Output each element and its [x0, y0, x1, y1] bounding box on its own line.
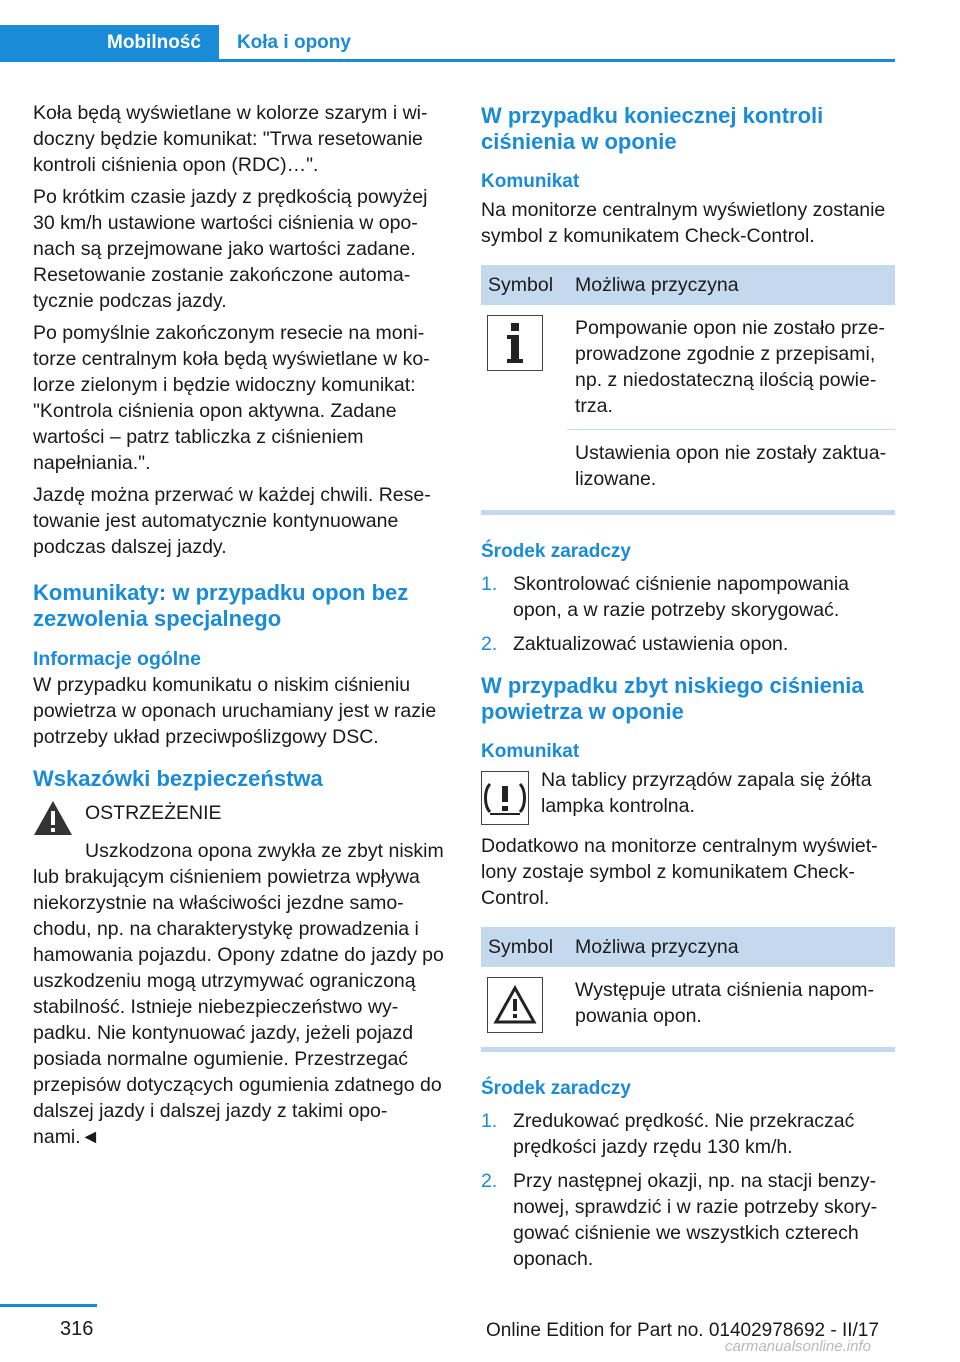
info-icon	[487, 315, 543, 371]
page-number: 316	[60, 1318, 94, 1340]
cause-cell: Występuje utrata ciśnienia napom-powania opon.	[575, 979, 874, 1027]
paragraph-reset-drive: Po krótkim czasie jazdy z prędkością powyżej 30 km/h ustawione wartości ciśnienia w opo-nach są przejmowane jako wartości zadane. Resetowanie zostanie zakończone automa-tycznie podczas jazdy.	[33, 186, 428, 312]
remedy-list-2	[481, 1108, 895, 1272]
paragraph-reset-interrupt: Jazdę można przerwać w każdej chwili. Rese-towanie jest automatycznie kontynuowane podczas dalszej jazdy.	[33, 484, 431, 558]
list-text: Skontrolować ciśnienie napompowania opon, a w razie potrzeby skorygować.	[513, 573, 850, 621]
col-cause: Możliwa przyczyna	[567, 265, 895, 305]
right-column	[481, 100, 895, 1280]
label-remedy-1: Środek zaradczy	[481, 541, 631, 562]
warning-triangle-icon	[487, 977, 543, 1033]
symbol-table-1	[481, 265, 895, 502]
edition-note: Online Edition for Part no. 01402978692 - II/17	[486, 1320, 879, 1341]
symbol-cell	[481, 305, 567, 502]
header-rule	[0, 59, 895, 62]
table-header	[481, 265, 895, 305]
heading-safety: Wskazówki bezpieczeństwa	[33, 766, 323, 791]
symbol-cell	[481, 967, 567, 1039]
list-number: 2.	[481, 1170, 498, 1192]
paragraph-reset-display: Koła będą wyświetlane w kolorze szarym i wi-doczny będzie komunikat: "Trwa resetowanie kontroli ciśnienia opon (RDC)…".	[33, 102, 428, 176]
list-number: 1.	[481, 573, 498, 595]
paragraph-general-info: W przypadku komunikatu o niskim ciśnieniu powietrza w oponach uruchamiany jest w razie potrzeby układ przeciwpoślizgowy DSC.	[33, 674, 437, 748]
paragraph-reset-complete: Po pomyślnie zakończonym resecie na moni-torze centralnym koła będą wyświetlane w ko-lorze zielonym i będzie widoczny komunikat: "Kontrola ciśnienia opon aktywna. Zadane wartości – patrz tabliczka z ciśnieniem napełniania.".	[33, 322, 430, 474]
watermark: carmanualsonline.info	[725, 1338, 871, 1355]
label-remedy-2: Środek zaradczy	[481, 1078, 631, 1099]
page-header	[0, 25, 369, 61]
heading-low-pressure: W przypadku zbyt niskiego ciśnienia powietrza w oponie	[481, 673, 864, 724]
heading-general-info: Informacje ogólne	[33, 648, 201, 670]
table-end-rule	[481, 510, 895, 515]
cause-cell: Pompowanie opon nie zostało prze-prowadzone zgodnie z przepisami, np. z niedostateczną ilością powie-trza.	[575, 317, 886, 417]
paragraph-lamp: Na tablicy przyrządów zapala się żółta lampka kontrolna.	[541, 769, 872, 817]
list-number: 2.	[481, 633, 498, 655]
table-end-rule	[481, 1047, 895, 1052]
warning-block	[33, 800, 451, 836]
list-number: 1.	[481, 1110, 498, 1132]
list-item	[481, 1108, 895, 1160]
symbol-table-2	[481, 927, 895, 1039]
list-item	[481, 631, 895, 657]
tpms-warning-icon	[481, 771, 529, 825]
header-section-tab[interactable]: Mobilność	[0, 25, 219, 61]
col-symbol: Symbol	[481, 265, 567, 305]
col-cause: Możliwa przyczyna	[567, 927, 895, 967]
lamp-block	[481, 767, 895, 825]
footer-rule	[0, 1304, 97, 1307]
table-header	[481, 927, 895, 967]
paragraph-message-2: Dodatkowo na monitorze centralnym wyświet-lony zostaje symbol z komunikatem Check-Control.	[481, 835, 878, 909]
list-item	[481, 1168, 895, 1272]
heading-check-pressure: W przypadku koniecznej kontroli ciśnienia w oponie	[481, 103, 824, 154]
warning-title: OSTRZEŻENIE	[85, 802, 222, 824]
list-text: Zredukować prędkość. Nie przekraczać prędkości jazdy rzędu 130 km/h.	[513, 1110, 855, 1158]
paragraph-message-1: Na monitorze centralnym wyświetlony zostanie symbol z komunikatem Check-Control.	[481, 199, 886, 247]
label-message-1: Komunikat	[481, 171, 580, 192]
list-item	[481, 571, 895, 623]
list-text: Zaktualizować ustawienia opon.	[513, 633, 789, 655]
table-row	[481, 305, 895, 430]
col-symbol: Symbol	[481, 927, 567, 967]
heading-messages-special: Komunikaty: w przypadku opon bez zezwolenia specjalnego	[33, 580, 409, 631]
header-chapter-tab[interactable]: Koła i opony	[236, 32, 351, 53]
left-column	[33, 100, 451, 1156]
cause-cell: Ustawienia opon nie zostały zaktua-lizowane.	[567, 430, 895, 503]
warning-triangle-icon	[33, 800, 73, 836]
label-message-2: Komunikat	[481, 741, 580, 762]
warning-text: Uszkodzona opona zwykła ze zbyt niskim lub brakującym ciśnieniem powietrza wpływa niekorzystnie na właściwości jezdne samo-chodu, np. na charakterystykę prowadzenia i hamowania pojazdu. Opony zdatne do jazdy po uszkodzeniu mogą utrzymywać ograniczoną stabilność. Istnieje niebezpieczeństwo wy-padku. Nie kontynuować jazdy, jeżeli pojazd posiada normalne ogumienie. Przestrzegać przepisów dotyczących ogumienia zdatnego do dalszej jazdy i dalszej jazdy z takimi opo-nami.◄	[33, 840, 444, 1148]
table-row	[481, 967, 895, 1039]
remedy-list-1	[481, 571, 895, 657]
list-text: Przy następnej okazji, np. na stacji benzy-nowej, sprawdzić i w razie potrzeby skory-gować ciśnienie we wszystkich czterech oponach.	[513, 1170, 878, 1270]
